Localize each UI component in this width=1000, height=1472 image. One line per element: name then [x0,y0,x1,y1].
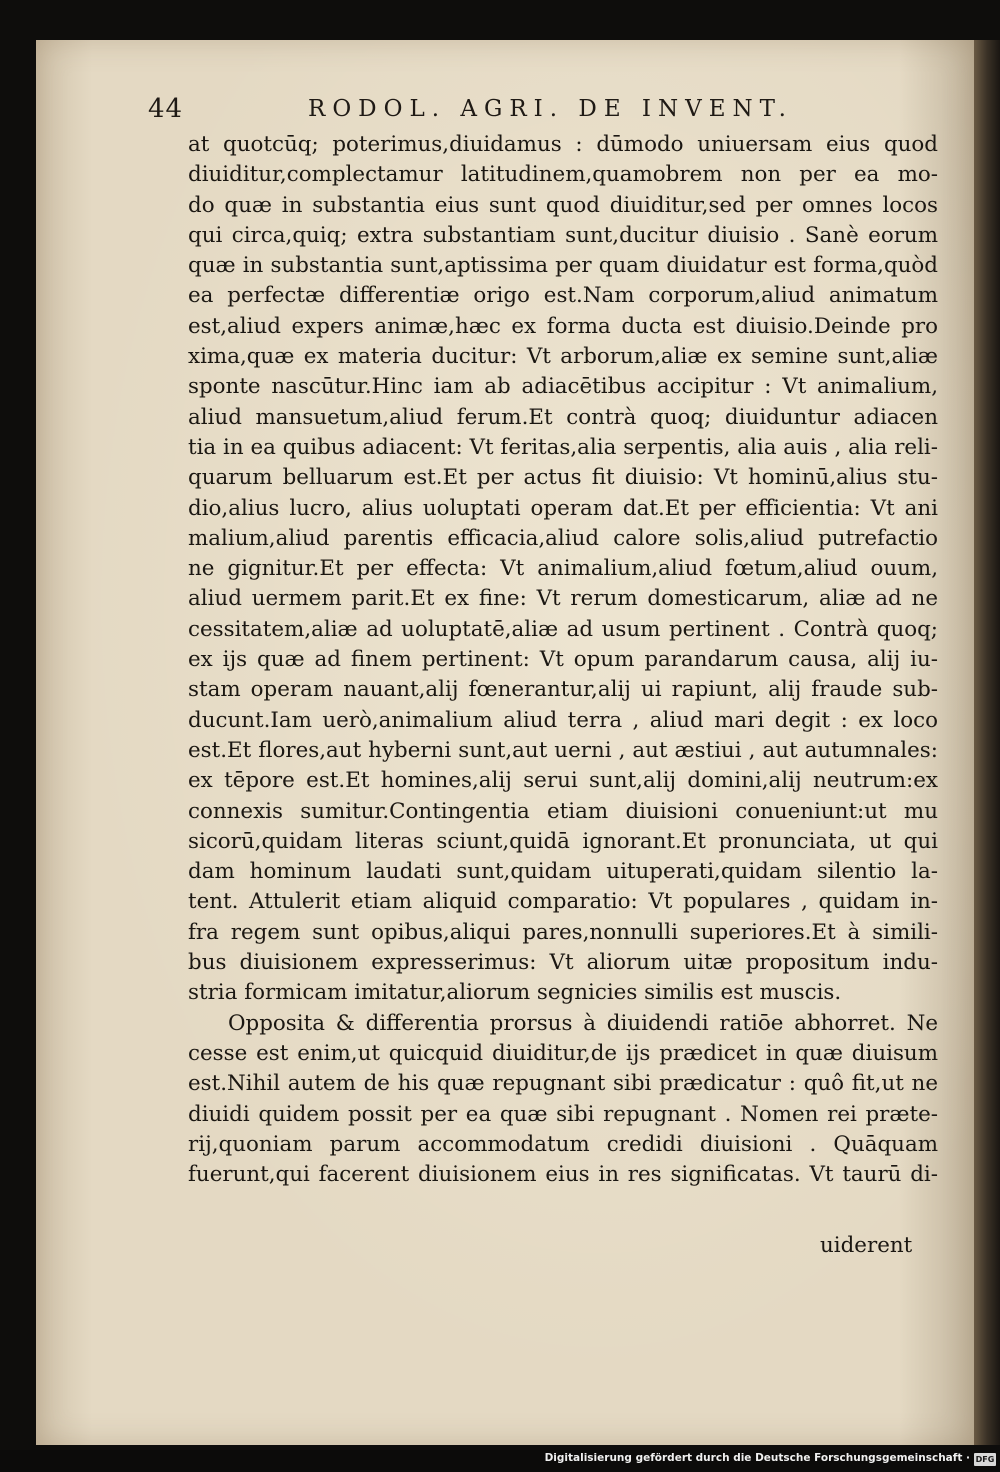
text-line: sponte nascūtur.Hinc iam ab adiacētibus accipitur : Vt animalium, [188,374,938,400]
text-line: ex ijs quæ ad finem pertinent: Vt opum parandarum causa, alij iu- [188,647,938,673]
text-line: ducunt.Iam uerò,animalium aliud terra , aliud mari degit : ex loco [188,707,938,733]
text-line: aliud uermem parit.Et ex fine: Vt rerum domesticarum, aliæ ad ne [188,586,938,612]
text-line: quarum belluarum est.Et per actus fit diuisio: Vt hominū,alius stu- [188,465,938,491]
text-line: diuidi quidem possit per ea quæ sibi repugnant . Nomen rei præte- [188,1101,938,1127]
dfg-logo: DFG [975,1455,995,1464]
text-line: quæ in substantia sunt,aptissima per quam diuidatur est forma,quòd [188,253,938,279]
text-line: est.Nihil autem de his quæ repugnant sibi prædicatur : quô fit,ut ne [188,1071,938,1097]
text-line: rij,quoniam parum accommodatum credidi diuisioni . Quāquam [188,1131,938,1157]
text-line: fra regem sunt opibus,aliqui pares,nonnulli superiores.Et à simili- [188,919,938,945]
text-line: dio,alius lucro, alius uoluptati operam dat.Et per efficientia: Vt ani [188,495,938,521]
text-line: bus diuisionem expresserimus: Vt aliorum uitæ propositum indu- [188,950,938,976]
text-line: Opposita & differentia prorsus à diuidendi ratiōe abhorret. Ne [228,1010,938,1036]
text-line: est.Et flores,aut hyberni sunt,aut uerni , aut æstiui , aut autumnales: [188,737,938,763]
text-line: cessitatem,aliæ ad uoluptatē,aliæ ad usum pertinent . Contrà quoq; [188,616,938,642]
text-line: connexis sumitur.Contingentia etiam diuisioni conueniunt:ut mu [188,798,938,824]
book-spine-edge [974,40,1000,1445]
text-line: tent. Attulerit etiam aliquid comparatio: Vt populares , quidam in- [188,889,938,915]
page-number: 44 [148,94,184,124]
text-line: at quotcūq; poterimus,diuidamus : dūmodo uniuersam eius quod [188,132,938,157]
text-line: malium,aliud parentis efficacia,aliud calore solis,aliud putrefactio [188,525,938,551]
text-line: est,aliud expers animæ,hæc ex forma ducta est diuisio.Deinde pro [188,313,938,339]
body-text [188,130,938,1190]
text-line: ea perfectæ differentiæ origo est.Nam corporum,aliud animatum [188,283,938,309]
text-line: aliud mansuetum,aliud ferum.Et contrà quoq; diuiduntur adiacen [188,404,938,430]
running-head: RODOL. AGRI. DE INVENT. [308,96,793,122]
text-line: qui circa,quiq; extra substantiam sunt,ducitur diuisio . Sanè eorum [188,222,938,248]
text-line: dam hominum laudati sunt,quidam uituperati,quidam silentio la- [188,859,938,885]
text-line: diuiditur,complectamur latitudinem,quamobrem non per ea mo- [188,162,938,188]
footer-bar [0,1450,1000,1472]
page-header [148,94,848,128]
text-line: xima,quæ ex materia ducitur: Vt arborum,aliæ ex semine sunt,aliæ [188,344,938,370]
text-line: stam operam nauant,alij fœnerantur,alij ui rapiunt, alij fraude sub- [188,677,938,703]
text-line: cesse est enim,ut quicquid diuiditur,de ijs prædicet in quæ diuisum [188,1040,938,1066]
text-line: sicorū,quidam literas sciunt,quidā ignorant.Et pronunciata, ut qui [188,828,938,854]
text-line: ex tēpore est.Et homines,alij serui sunt,alij domini,alij neutrum:ex [188,768,938,794]
text-line: stria formicam imitatur,aliorum segnicies similis est muscis. [188,980,842,1006]
text-line: tia in ea quibus adiacent: Vt feritas,alia serpentis, alia auis , alia reli- [188,434,938,460]
catchword: uiderent [820,1233,913,1258]
text-line: fuerunt,qui facerent diuisionem eius in res significatas. Vt taurū di- [188,1162,938,1188]
text-line: ne gignitur.Et per effecta: Vt animalium,aliud fœtum,aliud ouum, [188,556,938,582]
text-line: do quæ in substantia eius sunt quod diuiditur,sed per omnes locos [188,192,938,218]
funding-credit: Digitalisierung gefördert durch die Deutsche Forschungsgemeinschaft · [544,1452,970,1464]
